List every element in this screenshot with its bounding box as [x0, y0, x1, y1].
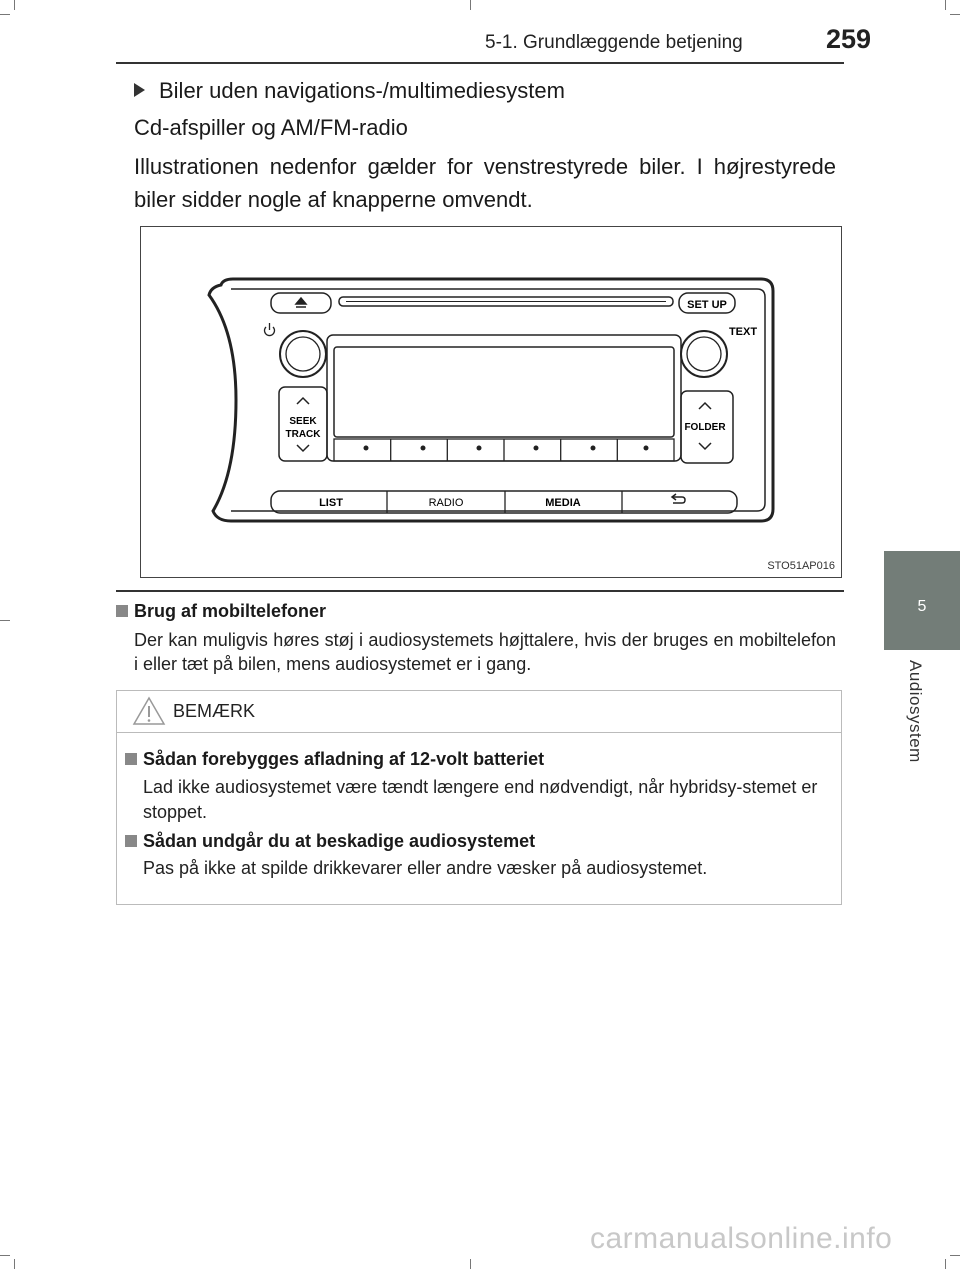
- crop-mark: [950, 1255, 960, 1256]
- audio-unit-illustration: [141, 227, 841, 577]
- section-heading-text: Brug af mobiltelefoner: [134, 601, 327, 621]
- back-arrow-icon: [672, 494, 685, 503]
- crop-mark: [0, 620, 10, 621]
- crop-mark: [470, 1259, 471, 1269]
- chevron-down-icon: [297, 445, 309, 451]
- knob-inner: [687, 337, 721, 371]
- triangle-bullet-icon: [134, 83, 145, 97]
- crop-mark: [950, 14, 960, 15]
- radio-label: RADIO: [428, 497, 464, 509]
- notice-item-body: Pas på ikke at spilde drikkevarer eller andre væsker på audiosystemet.: [143, 858, 708, 878]
- notice-item-heading: [125, 831, 535, 852]
- tune-knob: [681, 331, 727, 377]
- notice-item-heading: [125, 749, 544, 770]
- crop-mark: [14, 1259, 15, 1269]
- bullet-heading: [134, 78, 565, 104]
- square-bullet-icon: [116, 605, 128, 617]
- page-number: 259: [826, 24, 872, 54]
- notice-label: BEMÆRK: [173, 701, 256, 721]
- header-divider: [116, 62, 844, 64]
- notice-item-heading-text: Sådan forebygges afladning af 12-volt batteriet: [143, 749, 545, 769]
- figure-id: STO51AP016: [767, 560, 835, 572]
- list-label: LIST: [319, 497, 343, 509]
- figure-divider: [116, 590, 844, 592]
- knob-inner: [286, 337, 320, 371]
- crop-mark: [945, 1259, 946, 1269]
- square-bullet-icon: [125, 835, 137, 847]
- eject-icon: [296, 298, 306, 307]
- crop-mark: [14, 0, 15, 10]
- setup-label: SET UP: [687, 299, 727, 311]
- notice-divider: [117, 732, 841, 733]
- text-label: TEXT: [728, 326, 758, 338]
- power-icon: [265, 323, 275, 336]
- subheading: Cd-afspiller og AM/FM-radio: [134, 115, 408, 140]
- panel-inner-outline: [231, 289, 765, 511]
- seek-label: SEEK: [289, 416, 317, 427]
- notice-box: [116, 690, 842, 905]
- power-volume-knob: [280, 331, 326, 377]
- square-bullet-icon: [125, 753, 137, 765]
- watermark: carmanualsonline.info: [590, 1222, 893, 1255]
- crop-mark: [0, 14, 10, 15]
- section-heading: [116, 601, 326, 622]
- crop-mark: [945, 0, 946, 10]
- audio-unit-figure: [140, 226, 842, 578]
- chevron-up-icon: [297, 398, 309, 404]
- chevron-up-icon: [699, 403, 711, 409]
- preset-buttons: [334, 439, 674, 461]
- panel-outline: [209, 279, 773, 521]
- media-label: MEDIA: [545, 497, 581, 509]
- bullet-heading-text: Biler uden navigations-/multimediesystem: [159, 78, 565, 103]
- intro-paragraph: Illustrationen nedenfor gælder for venstrestyrede biler. I højrestyrede biler sidder nogle af knapperne omvendt.: [134, 154, 836, 212]
- track-label: TRACK: [285, 429, 321, 440]
- chevron-down-icon: [699, 443, 711, 449]
- crop-mark: [0, 1255, 10, 1256]
- notice-item-heading-text: Sådan undgår du at beskadige audiosystemet: [143, 831, 536, 851]
- display-screen: [334, 347, 674, 437]
- notice-item-body: Lad ikke audiosystemet være tændt længere end nødvendigt, når hybridsy-stemet er stoppet.: [143, 777, 818, 822]
- chapter-label: Audiosystem: [906, 660, 925, 763]
- running-header: 5-1. Grundlæggende betjening: [485, 32, 743, 53]
- crop-mark: [470, 0, 471, 10]
- chapter-number: 5: [917, 598, 927, 615]
- section-body: Der kan muligvis høres støj i audiosystemets højttalere, hvis der bruges en mobiltelefon i eller tæt på bilen, mens audiosystemet er i gang.: [134, 630, 836, 674]
- warning-triangle-icon: [131, 695, 167, 727]
- folder-label: FOLDER: [684, 422, 726, 433]
